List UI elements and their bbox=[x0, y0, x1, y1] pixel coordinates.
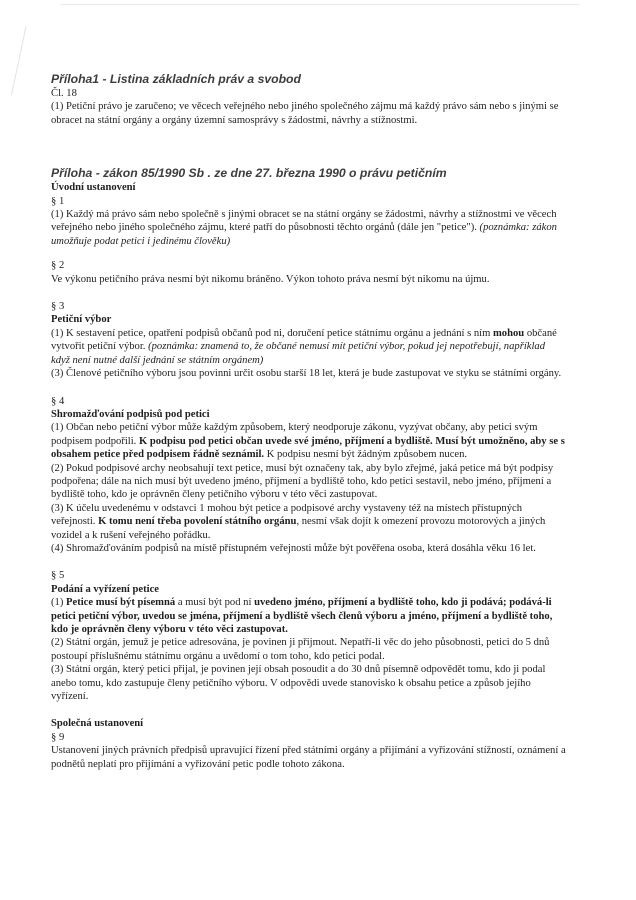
s4-p1-b: K podpisu pod petici občan uvede své jméno, příjmení a bydliště. Musí být umožněno, aby se s obsahem petice před podpisem řádně seznámil. bbox=[51, 435, 565, 461]
section-1-text bbox=[51, 208, 566, 248]
section-4-paragraph-2: (2) Pokud podpisové archy neobsahují text petice, musí být označeny tak, aby bylo zřejmé, jaká petice má být podpisy podpořena; dále na nich musí být uvedeno jméno, příjmení a bydliště toho, kdo petici sestavil, nebo jméno, příjmení a bydliště toho, kdo je oprávněn členy petičního výboru v této věci zastupovat. bbox=[51, 462, 554, 501]
section-1-number: § 1 bbox=[51, 195, 65, 207]
annex1-title: Příloha1 - Listina základních práv a svobod bbox=[51, 72, 301, 86]
section-1-body: (1) Každý má právo sám nebo společně s jinými obracet se na státní orgány se žádostmi, návrhy a stížnostmi ve věcech veřejného nebo jiného společného zájmu, které patří do působnosti těchto orgánů (dále jen "petice"). bbox=[51, 209, 557, 234]
s5-p1-d: uvedeno jméno, příjmení a bydliště toho, kdo ji podává; podává-li petici petiční výbor, uvedou se jména, příjmení a bydliště všech členů výboru a jméno, příjmení a bydliště toho, kdo je oprávněn členy výboru v této věci zastupovat. bbox=[51, 597, 553, 635]
s3-p1-note: (poznámka: znamená to, že občané nemusí mít petiční výbor, pokud jej nepotřebují, například když není nutné další jednání se státním orgánem) bbox=[51, 341, 546, 366]
section-5-paragraph-3: (3) Státní orgán, který petici přijal, je povinen její obsah posoudit a do 30 dnů písemně odpovědět tomu, kdo ji podal anebo tomu, kdo zastupuje členy petičního výboru. V odpovědi uvede stanovisko k obsahu petice a způsob jejího vyřízení. bbox=[51, 664, 546, 703]
intro-heading: Úvodní ustanovení bbox=[51, 182, 136, 194]
s4-p1-c: K podpisu nesmí být žádným způsobem nucen. bbox=[264, 449, 468, 461]
s5-p1-b: Petice musí být písemná bbox=[66, 597, 176, 609]
section-9-text: Ustanovení jiných právních předpisů upravující řízení před státními orgány a přijímání a vyřizování stížností, oznámení a podnětů neplatí pro přijímání a vyřizování petic podle tohoto zákona. bbox=[51, 745, 566, 770]
s3-p1-a: (1) K sestavení petice, opatření podpisů občanů pod ni, doručení petice státnímu orgánu a jednání s ním bbox=[51, 327, 493, 339]
s4-p1-a: (1) Občan nebo petiční výbor může každým způsobem, který neodporuje zákonu, vyzývat občany, aby petici svým podpisem podpořili. bbox=[51, 422, 538, 447]
section-5-paragraph-2: (2) Státní orgán, jemuž je petice adresována, je povinen ji přijmout. Nepatří-li věc do jeho působnosti, petici do 5 dnů postoupí příslušnému státnímu orgánu a uvědomí o tom toho, kdo petici podal. bbox=[51, 637, 550, 662]
section-9-number: § 9 bbox=[51, 731, 65, 743]
s5-p1-a: (1) bbox=[51, 597, 67, 609]
section-3-paragraph-3: (3) Členové petičního výboru jsou povinni určit osobu starší 18 let, která je bude zastupovat ve styku se státními orgány. bbox=[51, 368, 562, 380]
section-4-number: § 4 bbox=[51, 395, 65, 407]
section-5-title: Podání a vyřízení petice bbox=[51, 583, 159, 595]
section-1-note: (poznámka: zákon umožňuje podat petici i jedinému člověku) bbox=[51, 222, 557, 247]
scan-artifact-edge bbox=[11, 26, 48, 99]
section-4-paragraph-4: (4) Shromažďováním podpisů na místě přístupném veřejnosti může být pověřena osoba, která dosáhla věku 16 let. bbox=[51, 542, 536, 554]
section-4-paragraph-1 bbox=[51, 421, 566, 461]
scan-artifact-top bbox=[60, 4, 580, 5]
section-4-paragraph-3 bbox=[51, 502, 566, 542]
annex1-text: (1) Petiční právo je zaručeno; ve věcech veřejného nebo jiného společného zájmu má každý právo sám nebo s jinými se obracet na státní orgány a orgány územní samosprávy s žádostmi, návrhy a stížnostmi. bbox=[51, 101, 559, 126]
section-5-number: § 5 bbox=[51, 570, 65, 582]
s5-p1-c: a musí být pod ní bbox=[175, 597, 255, 609]
s4-p3-c: , nesmí však dojít k omezení provozu motorových a jiných vozidel a k rušení veřejného pořádku. bbox=[51, 516, 546, 541]
common-provisions-heading: Společná ustanovení bbox=[51, 718, 144, 730]
section-2-number: § 2 bbox=[51, 260, 65, 272]
section-3-paragraph-1 bbox=[51, 327, 566, 367]
s3-p1-b: mohou bbox=[492, 327, 525, 339]
s3-p1-c: občané vytvořit petiční výbor. bbox=[51, 327, 557, 353]
document-body bbox=[51, 66, 566, 771]
annex1-article: Čl. 18 bbox=[51, 88, 77, 99]
s4-p3-b: K tomu není třeba povolení státního orgánu bbox=[98, 516, 297, 528]
section-4-title: Shromažďování podpisů pod petici bbox=[51, 408, 210, 420]
section-2-text: Ve výkonu petičního práva nesmí být nikomu bráněno. Výkon tohoto práva nesmí být nikomu na újmu. bbox=[51, 273, 490, 285]
annex2-title: Příloha - zákon 85/1990 Sb . ze dne 27. března 1990 o právu petičním bbox=[51, 166, 447, 181]
section-5-paragraph-1 bbox=[51, 596, 566, 636]
section-3-title: Petiční výbor bbox=[51, 314, 112, 326]
s4-p3-a: (3) K účelu uvedenému v odstavci 1 mohou být petice a podpisové archy vystaveny též na místech přístupných veřejnosti. bbox=[51, 502, 522, 528]
section-3-number: § 3 bbox=[51, 301, 65, 313]
